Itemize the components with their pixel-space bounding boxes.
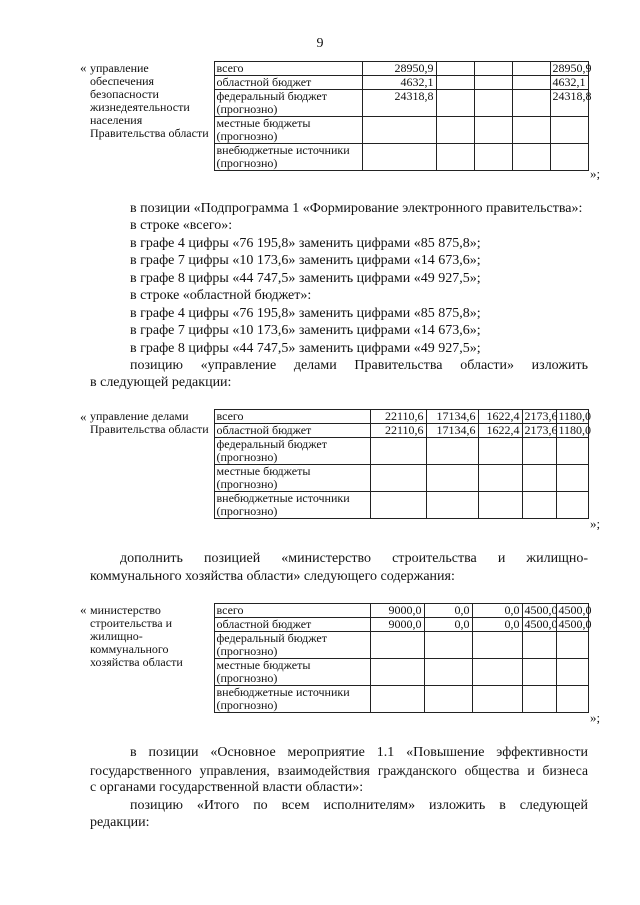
quote-open: « [80, 409, 87, 424]
source-cell: областной бюджет [214, 618, 370, 632]
value-cell: 0,0 [424, 618, 472, 632]
value-cell [522, 659, 556, 686]
text-line: в графе 8 цифры «44 747,5» заменить цифрами «49 927,5»; [130, 341, 481, 356]
source-cell: федеральный бюджет (прогнозно) [214, 632, 370, 659]
value-cell: 24318,8 [362, 90, 436, 117]
source-cell: местные бюджеты (прогнозно) [214, 117, 362, 144]
text-line: в следующей редакции: [90, 375, 232, 390]
value-cell: 28950,9 [362, 62, 436, 76]
text-line: с органами государственной власти области»: [90, 780, 364, 795]
executor-cell: министерство строительства и жилищно-коммунального хозяйства области [88, 604, 214, 713]
value-cell [550, 144, 588, 171]
value-cell [436, 76, 474, 90]
value-cell [478, 492, 522, 519]
text-line: редакции: [90, 815, 150, 830]
value-cell [474, 117, 512, 144]
value-cell [370, 465, 426, 492]
value-cell [362, 117, 436, 144]
value-cell: 1180,0 [556, 410, 588, 424]
source-cell: федеральный бюджет (прогнозно) [214, 438, 370, 465]
value-cell [556, 659, 588, 686]
source-cell: внебюджетные источники (прогнозно) [214, 686, 370, 713]
value-cell: 1622,4 [478, 424, 522, 438]
quote-close: »; [590, 166, 601, 181]
value-cell: 1622,4 [478, 410, 522, 424]
value-cell [550, 117, 588, 144]
text-line: позицию «Итого по всем исполнителям» изложить в следующей [130, 798, 588, 813]
value-cell: 1180,0 [556, 424, 588, 438]
value-cell [370, 659, 424, 686]
value-cell [522, 492, 556, 519]
text-line: в позиции «Основное мероприятие 1.1 «Повышение эффективности [130, 745, 588, 760]
value-cell: 0,0 [472, 604, 522, 618]
value-cell [436, 117, 474, 144]
value-cell [474, 62, 512, 76]
value-cell [472, 686, 522, 713]
value-cell: 4632,1 [550, 76, 588, 90]
source-cell: областной бюджет [214, 424, 370, 438]
value-cell [436, 62, 474, 76]
value-cell [472, 632, 522, 659]
page-number: 9 [316, 36, 324, 51]
value-cell [512, 76, 550, 90]
budget-table-1 [88, 60, 592, 171]
value-cell: 9000,0 [370, 604, 424, 618]
value-cell: 22110,6 [370, 424, 426, 438]
text-line: в позиции «Подпрограмма 1 «Формирование электронного правительства»: [130, 201, 583, 216]
value-cell: 22110,6 [370, 410, 426, 424]
text-line: в строке «всего»: [130, 218, 233, 233]
value-cell: 0,0 [472, 618, 522, 632]
value-cell [522, 632, 556, 659]
text-line: в графе 4 цифры «76 195,8» заменить цифрами «85 875,8»; [130, 306, 481, 321]
text-line: в графе 7 цифры «10 173,6» заменить цифрами «14 673,6»; [130, 253, 481, 268]
quote-close: »; [590, 710, 601, 725]
executor-cell: управление делами Правительства области [88, 410, 214, 519]
source-cell: внебюджетные источники (прогнозно) [214, 144, 362, 171]
budget-table-2 [88, 408, 592, 519]
value-cell [426, 438, 478, 465]
value-cell [474, 90, 512, 117]
value-cell [512, 144, 550, 171]
value-cell [436, 90, 474, 117]
text-line: в графе 7 цифры «10 173,6» заменить цифрами «14 673,6»; [130, 323, 481, 338]
value-cell [512, 117, 550, 144]
quote-open: « [80, 602, 87, 617]
value-cell [512, 90, 550, 117]
text-line: в графе 8 цифры «44 747,5» заменить цифрами «49 927,5»; [130, 271, 481, 286]
source-cell: местные бюджеты (прогнозно) [214, 465, 370, 492]
text-line: в графе 4 цифры «76 195,8» заменить цифрами «85 875,8»; [130, 236, 481, 251]
value-cell [436, 144, 474, 171]
value-cell: 2173,6 [522, 410, 556, 424]
value-cell: 9000,0 [370, 618, 424, 632]
value-cell [556, 686, 588, 713]
value-cell [426, 492, 478, 519]
value-cell [556, 438, 588, 465]
text-line: дополнить позицией «министерство строительства и жилищно- [120, 551, 588, 566]
value-cell [474, 144, 512, 171]
source-cell: местные бюджеты (прогнозно) [214, 659, 370, 686]
value-cell [556, 492, 588, 519]
value-cell [522, 465, 556, 492]
value-cell [474, 76, 512, 90]
table-row [88, 604, 588, 618]
table-row [88, 62, 588, 76]
executor-cell: управление обеспечения безопасности жизнедеятельности населения Правительства области [88, 62, 214, 171]
value-cell [426, 465, 478, 492]
source-cell: внебюджетные источники (прогнозно) [214, 492, 370, 519]
quote-open: « [80, 60, 87, 75]
value-cell: 4500,0 [522, 618, 556, 632]
source-cell: всего [214, 410, 370, 424]
value-cell [370, 492, 426, 519]
value-cell: 24318,8 [550, 90, 588, 117]
value-cell: 17134,6 [426, 424, 478, 438]
source-cell: областной бюджет [214, 76, 362, 90]
value-cell [478, 465, 522, 492]
value-cell [370, 632, 424, 659]
value-cell [512, 62, 550, 76]
value-cell [424, 659, 472, 686]
value-cell: 4500,0 [522, 604, 556, 618]
value-cell [522, 686, 556, 713]
value-cell [370, 438, 426, 465]
value-cell [472, 659, 522, 686]
value-cell [362, 144, 436, 171]
value-cell [370, 686, 424, 713]
text-line: позицию «управление делами Правительства области» изложить [130, 358, 588, 373]
value-cell [478, 438, 522, 465]
budget-table-3 [88, 602, 592, 713]
value-cell [424, 632, 472, 659]
value-cell: 17134,6 [426, 410, 478, 424]
source-cell: всего [214, 62, 362, 76]
quote-close: »; [590, 516, 601, 531]
text-line: государственного управления, взаимодействия гражданского общества и бизнеса [90, 763, 588, 778]
value-cell [522, 438, 556, 465]
value-cell [556, 465, 588, 492]
value-cell: 2173,6 [522, 424, 556, 438]
value-cell: 0,0 [424, 604, 472, 618]
text-line: коммунального хозяйства области» следующего содержания: [90, 569, 455, 584]
table-row [88, 410, 588, 424]
value-cell: 4632,1 [362, 76, 436, 90]
text-line: в строке «областной бюджет»: [130, 288, 312, 303]
value-cell [424, 686, 472, 713]
value-cell: 4500,0 [556, 604, 588, 618]
value-cell [556, 632, 588, 659]
value-cell: 28950,9 [550, 62, 588, 76]
source-cell: федеральный бюджет (прогнозно) [214, 90, 362, 117]
value-cell: 4500,0 [556, 618, 588, 632]
source-cell: всего [214, 604, 370, 618]
